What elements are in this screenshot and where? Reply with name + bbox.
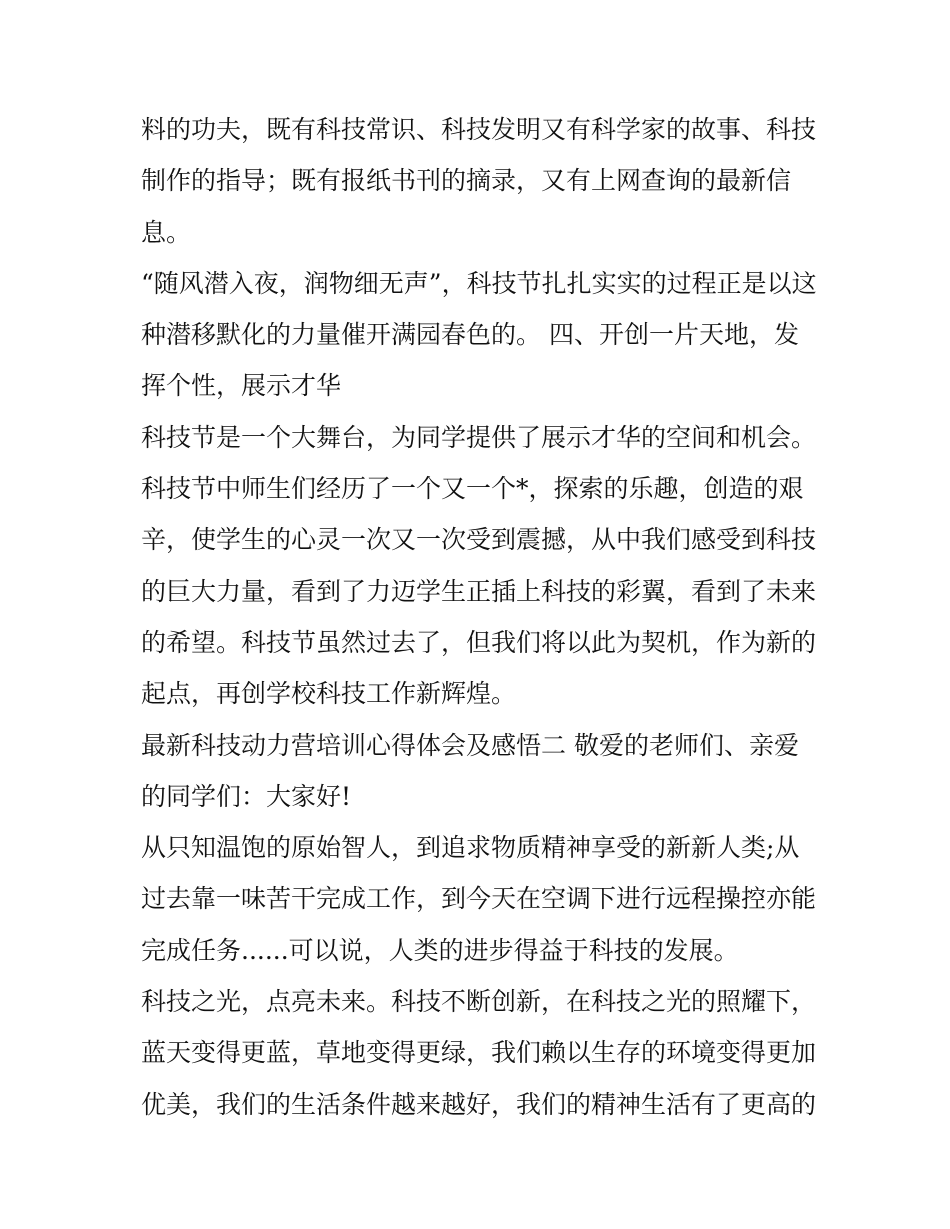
text-line: 科技节中师生们经历了一个又一个*，探索的乐趣，创造的艰 bbox=[141, 474, 804, 504]
text-line: 蓝天变得更蓝，草地变得更绿，我们赖以生存的环境变得更加 bbox=[141, 1038, 817, 1068]
text-line: 辛，使学生的心灵一次又一次受到震撼，从中我们感受到科技 bbox=[141, 525, 817, 555]
text-line: 制作的指导；既有报纸书刊的摘录，又有上网查询的最新信 bbox=[141, 166, 792, 196]
text-line: 料的功夫，既有科技常识、科技发明又有科学家的故事、科技 bbox=[141, 115, 817, 144]
text-line: 科技之光，点亮未来。科技不断创新，在科技之光的照耀下， bbox=[141, 987, 817, 1017]
text-line: 最新科技动力营培训心得体会及感悟二 敬爱的老师们、亲爱 bbox=[141, 730, 799, 760]
text-line: 的同学们：大家好! bbox=[141, 781, 352, 811]
text-line: 挥个性，展示才华 bbox=[141, 371, 342, 401]
text-line: “随风潜入夜，润物细无声”，科技节扎扎实实的过程正是以这 bbox=[141, 268, 817, 298]
text-line: 科技节是一个大舞台，为同学提供了展示才华的空间和机会。 bbox=[141, 422, 817, 452]
text-line: 种潜移默化的力量催开满园春色的。 四、开创一片天地，发 bbox=[141, 320, 799, 350]
text-line: 优美，我们的生活条件越来越好，我们的精神生活有了更高的 bbox=[141, 1089, 817, 1119]
body-text bbox=[141, 104, 821, 1130]
text-line: 息。 bbox=[141, 217, 192, 247]
text-line: 完成任务......可以说，人类的进步得益于科技的发展。 bbox=[141, 935, 739, 965]
text-line: 过去靠一味苦干完成工作，到今天在空调下进行远程操控亦能 bbox=[141, 884, 817, 914]
text-line: 的巨大力量，看到了力迈学生正插上科技的彩翼，看到了未来 bbox=[141, 576, 817, 606]
text-line: 起点，再创学校科技工作新辉煌。 bbox=[141, 679, 517, 709]
text-line: 的希望。科技节虽然过去了，但我们将以此为契机，作为新的 bbox=[141, 627, 817, 657]
text-line: 从只知温饱的原始智人，到追求物质精神享受的新新人类;从 bbox=[141, 833, 800, 863]
